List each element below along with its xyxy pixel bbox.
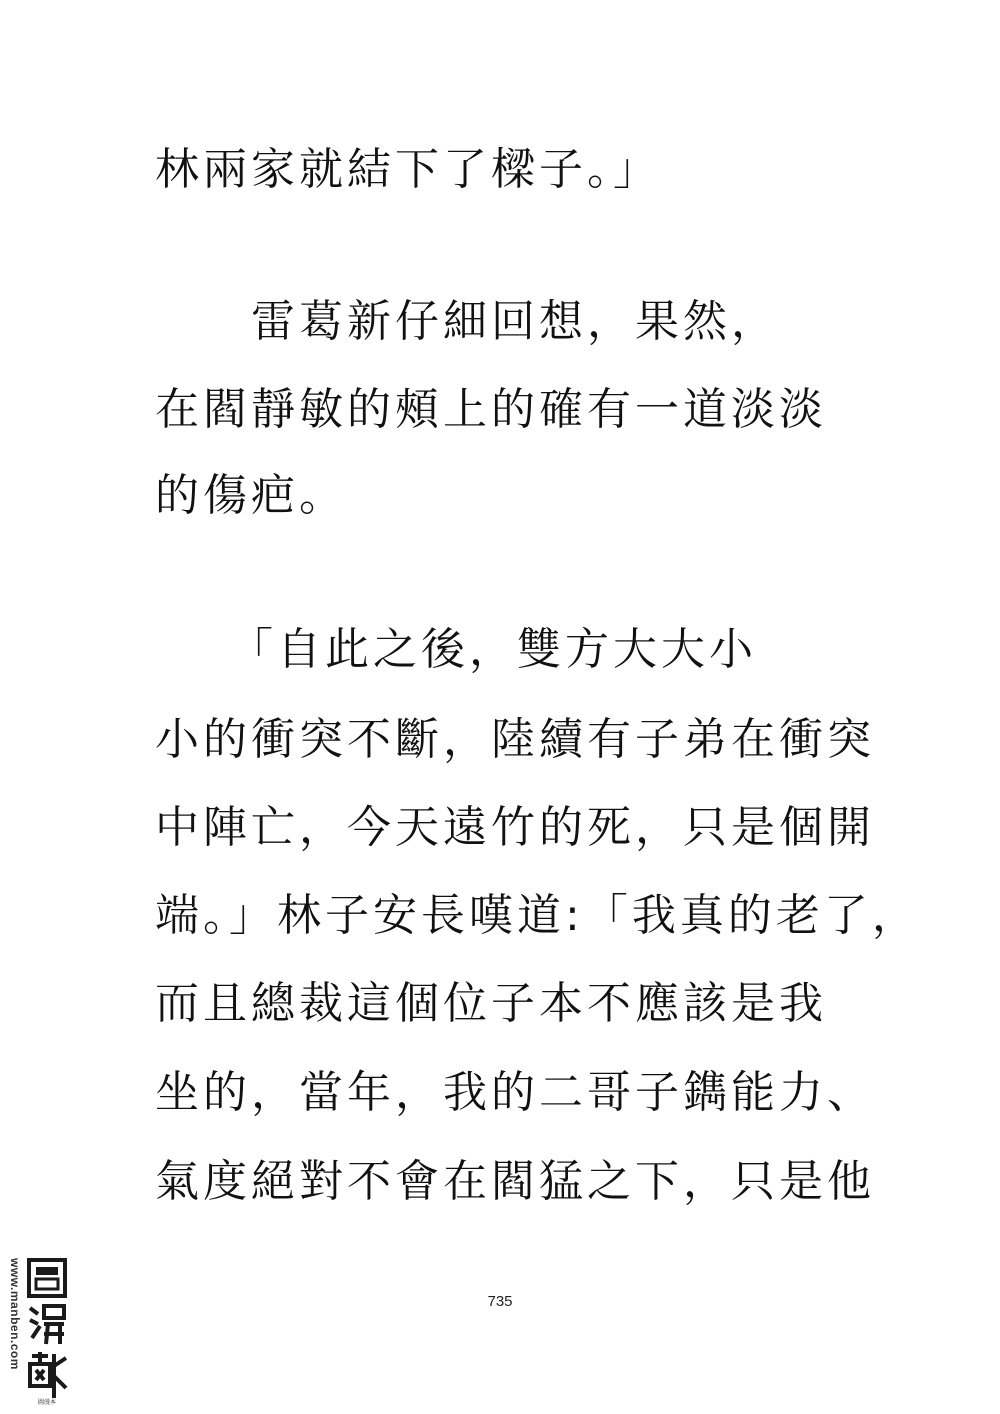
text-line: 而且總裁這個位子本不應該是我: [155, 978, 827, 1029]
text-line: 端。」林子安長嘆道:「我真的老了，: [155, 890, 920, 941]
page-number: 735: [487, 1293, 513, 1310]
text-line: 小的衝突不斷，陸續有子弟在衝突: [155, 714, 875, 765]
text-line: 林兩家就結下了樑子。」: [155, 144, 661, 195]
text-line: 「自此之後，雙方大大小: [155, 624, 757, 675]
watermark-url: www.manben.com: [8, 1258, 22, 1370]
svg-text:圖漫本: 圖漫本: [37, 1399, 57, 1406]
text-line: 氣度絕對不會在閻猛之下，只是他: [155, 1156, 875, 1207]
text-line: 中陣亡，今天遠竹的死，只是個開: [155, 802, 875, 853]
text-line: 雷葛新仔細回想，果然，: [155, 296, 779, 347]
watermark-logo-icon: [26, 1258, 68, 1406]
watermark: [4, 1258, 70, 1408]
text-line: 在閻靜敏的頰上的確有一道淡淡: [155, 384, 827, 435]
text-line: 坐的，當年，我的二哥子鐫能力、: [155, 1067, 875, 1118]
text-line: 的傷疤。: [155, 470, 347, 521]
